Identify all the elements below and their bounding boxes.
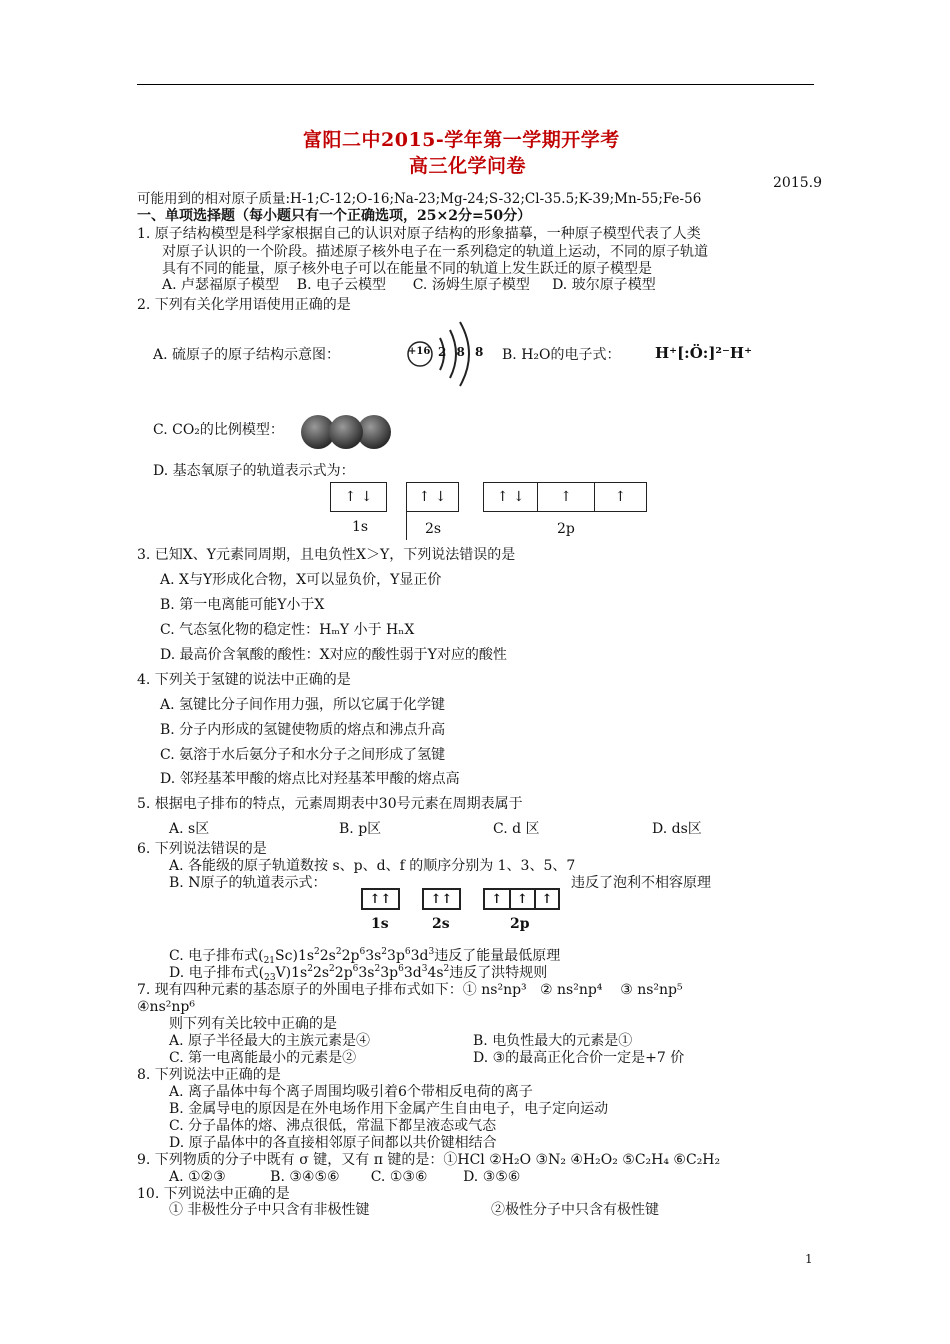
q6-option-c: C. 电子排布式$(_{21}Sc)1s^22s^22p^63s^23p^63d^3$违反了能量最低原理 (169, 947, 561, 966)
q6-option-a: A. 各能级的原子轨道数按 s、p、d、f 的顺序分别为 1、3、5、7 (169, 858, 576, 874)
divider-line (406, 512, 407, 540)
q5-option-d: D. ds区 (652, 821, 702, 837)
q6-c-tail: 违反了能量最低原理 (434, 948, 561, 964)
q7-question: 则下列有关比较中正确的是 (169, 1016, 337, 1032)
q10-item-2: ②极性分子中只含有极性键 (491, 1202, 659, 1218)
q6-d-atomic-number: 23 (264, 973, 276, 983)
orbital-cell: ↑↑ (430, 891, 453, 907)
co2-space-filling-model (298, 414, 394, 450)
orbital-cell: ↑ ↓ (344, 489, 373, 505)
q2-option-a: A. 硫原子的原子结构示意图： (153, 347, 341, 363)
q7-option-c: C. 第一电离能最小的元素是② (169, 1050, 357, 1066)
q4-option-a: A. 氢键比分子间作用力强，所以它属于化学键 (160, 697, 446, 713)
q3-option-a: A. X与Y形成化合物，X可以显负价，Y显正价 (160, 572, 442, 588)
q10-item-1: ① 非极性分子中只含有非极性键 (169, 1202, 370, 1218)
q3-option-d: D. 最高价含氧酸的酸性：X对应的酸性弱于Y对应的酸性 (160, 647, 507, 663)
n-orbital-2p (483, 888, 560, 910)
q3-option-b: B. 第一电离能可能Y小于X (160, 597, 325, 613)
q6-c-atomic-number: 21 (263, 956, 276, 966)
n-orbital-2s (422, 888, 461, 910)
q8-stem: 8. 下列说法中正确的是 (137, 1067, 281, 1083)
q5-option-c: C. d 区 (493, 821, 540, 837)
q6-d-element: V) (275, 965, 292, 981)
q1-line3: 具有不同的能量，原子核外电子可以在能量不同的轨道上发生跃迁的原子模型是 (162, 261, 652, 277)
q1-options: A. 卢瑟福原子模型 B. 电子云模型 C. 汤姆生原子模型 D. 玻尔原子模型 (162, 277, 656, 293)
q7-stem-cont: ④ns²np⁶ (137, 999, 195, 1015)
orbital-cell: ↑↑ (369, 891, 392, 907)
h2o-electron-formula: H⁺[:Ö:]²⁻H⁺ (655, 344, 753, 362)
q5-option-a: A. s区 (169, 821, 210, 837)
shell-electrons: 2 8 8 (438, 345, 487, 359)
section-heading: 一、单项选择题（每小题只有一个正确选项，25×2分=50分） (137, 208, 532, 224)
exam-subtitle: 高三化学问卷 (409, 155, 527, 177)
q3-option-c: C. 气态氢化物的稳定性：HₘY 小于 HₙX (160, 622, 415, 638)
q4-stem: 4. 下列关于氢键的说法中正确的是 (137, 672, 351, 688)
q10-stem: 10. 下列说法中正确的是 (137, 1186, 290, 1202)
orbital-cell: ↑ (534, 890, 558, 908)
q6-d-tail: 违反了洪特规则 (449, 965, 548, 981)
q8-option-a: A. 离子晶体中每个离子周围均吸引着6个带相反电荷的离子 (169, 1084, 533, 1100)
nucleus-charge: +16 (408, 346, 431, 357)
q3-stem: 3. 已知X、Y元素同周期，且电负性X＞Y，下列说法错误的是 (137, 547, 516, 563)
q6-stem: 6. 下列说法错误的是 (137, 841, 267, 857)
exam-title: 富阳二中2015-学年第一学期开学考 (303, 129, 620, 151)
orbital-cell: ↑ (537, 483, 593, 511)
q7-option-d: D. ③的最高正化合价一定是+7 价 (473, 1050, 685, 1066)
q5-option-b: B. p区 (339, 821, 382, 837)
n-orbital-1s (361, 888, 400, 910)
q6-option-d: D. 电子排布式$(_{23}V)1s^22s^22p^63s^23p^63d^34s^2$违反了洪特规则 (169, 964, 548, 983)
q1-line1: 1. 原子结构模型是科学家根据自己的认识对原子结构的形象描摹，一种原子模型代表了人类 (137, 226, 701, 242)
orbital-box-1s (330, 482, 387, 512)
q2-option-c: C. CO₂的比例模型： (153, 422, 284, 438)
q8-option-c: C. 分子晶体的熔、沸点很低，常温下都呈液态或气态 (169, 1118, 497, 1134)
q2-option-b: B. H₂O的电子式： (502, 347, 621, 363)
n-label-2p: 2p (510, 916, 530, 932)
q4-option-d: D. 邻羟基苯甲酸的熔点比对羟基苯甲酸的熔点高 (160, 771, 460, 787)
exam-date: 2015.9 (773, 175, 822, 191)
q6-c-element: Sc) (275, 948, 298, 964)
top-rule (137, 84, 814, 85)
q9-options: A. ①②③ B. ③④⑤⑥ C. ①③⑥ D. ③⑤⑥ (169, 1169, 521, 1185)
atomic-masses: 可能用到的相对原子质量:H-1;C-12;O-16;Na-23;Mg-24;S-32;Cl-35.5;K-39;Mn-55;Fe-56 (137, 191, 702, 207)
orbital-cell: ↑ (594, 483, 646, 511)
orbital-cell: ↑ ↓ (496, 489, 525, 505)
orbital-cell: ↑ (509, 890, 535, 908)
q6-d-prefix: D. 电子排布式( (169, 965, 265, 981)
q6-option-b: B. N原子的轨道表示式： (169, 875, 327, 891)
q2-option-d: D. 基态氧原子的轨道表示式为： (153, 463, 355, 479)
q5-stem: 5. 根据电子排布的特点，元素周期表中30号元素在周期表属于 (137, 796, 523, 812)
n-label-2s: 2s (432, 916, 450, 932)
orbital-box-2s (406, 482, 459, 512)
sulfur-atom-diagram (400, 316, 490, 388)
q7-option-b: B. 电负性最大的元素是① (473, 1033, 633, 1049)
q7-stem: 7. 现有四种元素的基态原子的外围电子排布式如下：① ns²np³ ② ns²np⁴ ③ ns²np⁵ (137, 982, 683, 998)
label-2s: 2s (425, 521, 442, 537)
page-number: 1 (805, 1252, 813, 1266)
q4-option-c: C. 氨溶于水后氨分子和水分子之间形成了氢键 (160, 747, 446, 763)
q1-line2: 对原子认识的一个阶段。描述原子核外电子在一系列稳定的轨道上运动，不同的原子轨道 (162, 244, 708, 260)
q6-c-prefix: C. 电子排布式( (169, 948, 264, 964)
orbital-cell: ↑ ↓ (418, 489, 447, 505)
q7-option-a: A. 原子半径最大的主族元素是④ (169, 1033, 371, 1049)
q6-option-b-tail: 违反了泡利不相容原理 (571, 875, 711, 891)
n-label-1s: 1s (371, 916, 389, 932)
q8-option-b: B. 金属导电的原因是在外电场作用下金属产生自由电子，电子定向运动 (169, 1101, 609, 1117)
orbital-box-2p (483, 482, 647, 512)
label-2p: 2p (557, 521, 575, 537)
label-1s: 1s (352, 519, 369, 535)
orbital-cell: ↑ (491, 891, 503, 907)
q2-stem: 2. 下列有关化学用语使用正确的是 (137, 297, 351, 313)
q9-stem: 9. 下列物质的分子中既有 σ 键，又有 π 键的是：①HCl ②H₂O ③N₂ ④H₂O₂ ⑤C₂H₄ ⑥C₂H₂ (137, 1152, 721, 1168)
q4-option-b: B. 分子内形成的氢键使物质的熔点和沸点升高 (160, 722, 446, 738)
q8-option-d: D. 原子晶体中的各直接相邻原子间都以共价键相结合 (169, 1135, 497, 1151)
